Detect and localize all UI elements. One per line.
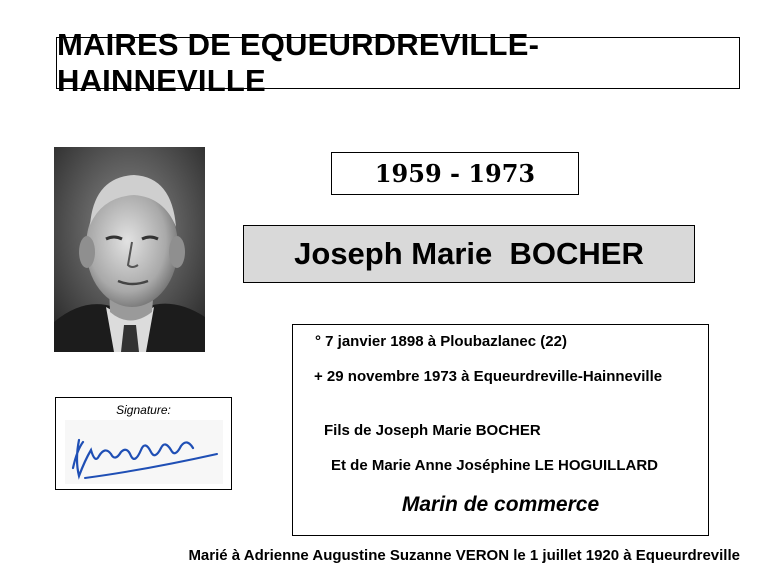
death-line: + 29 novembre 1973 à Equeurdreville-Hainneville — [314, 368, 663, 385]
occupation: Marin de commerce — [401, 493, 600, 516]
term-years: 1959 - 1973 — [374, 159, 536, 188]
father-line: Fils de Joseph Marie BOCHER — [324, 422, 541, 439]
signature-box — [55, 397, 232, 490]
birth-line: ° 7 janvier 1898 à Ploubazlanec (22) — [315, 333, 567, 350]
details-box — [292, 324, 709, 536]
page-title: MAIRES DE EQUEURDREVILLE-HAINNEVILLE — [57, 27, 540, 98]
marriage-line: Marié à Adrienne Augustine Suzanne VERON le 1 juillet 1920 à Equeurdreville — [188, 547, 740, 564]
term-years-box — [331, 152, 579, 195]
mayor-name-box — [243, 225, 695, 283]
mayor-name: Joseph Marie BOCHER — [294, 236, 644, 271]
signature-image — [65, 420, 223, 484]
page-title-box — [56, 27, 740, 98]
mother-line: Et de Marie Anne Joséphine LE HOGUILLARD — [331, 457, 658, 474]
portrait-image — [54, 147, 205, 352]
signature-label: Signature: — [116, 403, 171, 417]
portrait-photo — [54, 147, 205, 352]
